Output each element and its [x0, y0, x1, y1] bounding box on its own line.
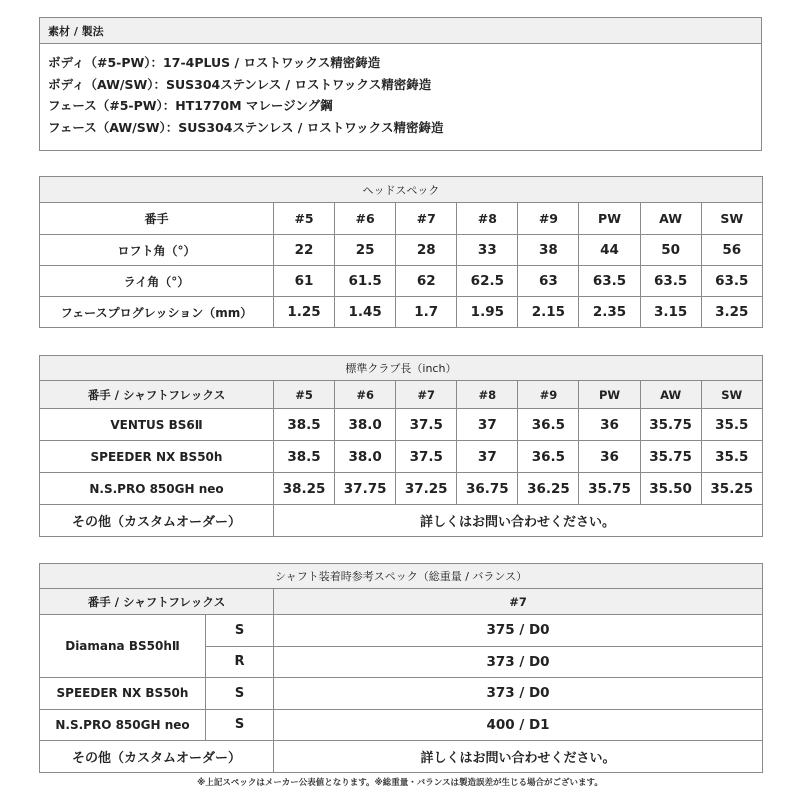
column-header: #7: [396, 381, 457, 409]
table-row: [40, 709, 763, 741]
contact-note: 詳しくはお問い合わせください。: [274, 505, 763, 537]
cell: 22: [274, 235, 335, 266]
column-header: 番手 / シャフトフレックス: [40, 381, 274, 409]
cell: 25: [335, 235, 396, 266]
flex: S: [206, 615, 274, 647]
cell: 56: [701, 235, 762, 266]
column-header: AW: [640, 381, 701, 409]
column-header: #6: [335, 203, 396, 235]
flex: S: [206, 678, 274, 710]
column-header: #9: [518, 203, 579, 235]
cell: 1.25: [274, 297, 335, 328]
cell: 62: [396, 266, 457, 297]
cell: 37.25: [396, 473, 457, 505]
cell: 63.5: [701, 266, 762, 297]
table-row: [40, 615, 763, 647]
shaft-name: N.S.PRO 850GH neo: [40, 709, 206, 741]
flex: S: [206, 709, 274, 741]
cell: 36: [579, 441, 640, 473]
row-label: SPEEDER NX BS50h: [40, 441, 274, 473]
column-header: #7: [396, 203, 457, 235]
cell: 1.7: [396, 297, 457, 328]
cell: 62.5: [457, 266, 518, 297]
materials-line: ボディ（#5-PW）：17-4PLUS / ロストワックス精密鋳造: [48, 55, 381, 70]
table-row: [40, 741, 763, 773]
materials-line: フェース（#5-PW）：HT1770M マレージング鋼: [48, 98, 333, 113]
row-label: N.S.PRO 850GH neo: [40, 473, 274, 505]
cell: 37.5: [396, 409, 457, 441]
column-header: #9: [518, 381, 579, 409]
row-label: フェースプログレッション（mm）: [40, 297, 274, 328]
table-row: [40, 297, 763, 328]
cell: 36: [579, 409, 640, 441]
column-header: 番手 / シャフトフレックス: [40, 589, 274, 615]
column-header: SW: [701, 381, 762, 409]
row-label: VENTUS BS6Ⅱ: [40, 409, 274, 441]
cell: 38.5: [274, 409, 335, 441]
cell: 63.5: [640, 266, 701, 297]
cell: 37.75: [335, 473, 396, 505]
column-header: SW: [701, 203, 762, 235]
shaft-spec-title: シャフト装着時参考スペック（総重量 / バランス）: [40, 564, 763, 589]
cell: 35.75: [640, 409, 701, 441]
cell: 3.25: [701, 297, 762, 328]
column-header: #5: [274, 203, 335, 235]
row-label: ライ角（°）: [40, 266, 274, 297]
materials-table: [39, 17, 762, 151]
materials-line: フェース（AW/SW）：SUS304ステンレス / ロストワックス精密鋳造: [48, 119, 444, 135]
footnote: ※上記スペックはメーカー公表値となります。※総重量・バランスは製造誤差が生じる場合がございます。: [197, 778, 603, 788]
table-row: [40, 409, 763, 441]
cell: 63.5: [579, 266, 640, 297]
cell: 35.75: [579, 473, 640, 505]
cell: 35.75: [640, 441, 701, 473]
materials-body: [40, 44, 762, 151]
cell: 37: [457, 409, 518, 441]
cell: 375 / D0: [274, 615, 763, 647]
cell: 1.95: [457, 297, 518, 328]
table-row: [40, 678, 763, 710]
column-header: #8: [457, 381, 518, 409]
cell: 35.5: [701, 409, 762, 441]
head-spec-table: [39, 176, 763, 328]
cell: 63: [518, 266, 579, 297]
column-header: #5: [274, 381, 335, 409]
contact-note: 詳しくはお問い合わせください。: [274, 741, 763, 773]
cell: 37.5: [396, 441, 457, 473]
table-row: [40, 235, 763, 266]
table-row: [40, 266, 763, 297]
cell: 61: [274, 266, 335, 297]
cell: 33: [457, 235, 518, 266]
column-header: PW: [579, 203, 640, 235]
row-label: ロフト角（°）: [40, 235, 274, 266]
column-header: 番手: [40, 203, 274, 235]
materials-line: ボディ（AW/SW）：SUS304ステンレス / ロストワックス精密鋳造: [48, 76, 432, 92]
row-label: その他（カスタムオーダー）: [40, 505, 274, 537]
cell: 36.25: [518, 473, 579, 505]
cell: 44: [579, 235, 640, 266]
table-row: [40, 505, 763, 537]
cell: 373 / D0: [274, 646, 763, 678]
cell: 3.15: [640, 297, 701, 328]
cell: 400 / D1: [274, 709, 763, 741]
club-length-title: 標準クラブ長（inch）: [40, 356, 763, 381]
cell: 2.15: [518, 297, 579, 328]
table-row: [40, 473, 763, 505]
head-spec-title: ヘッドスペック: [40, 177, 763, 203]
column-header: AW: [640, 203, 701, 235]
column-header: PW: [579, 381, 640, 409]
cell: 35.5: [701, 441, 762, 473]
shaft-name: SPEEDER NX BS50h: [40, 678, 206, 710]
cell: 1.45: [335, 297, 396, 328]
cell: 35.50: [640, 473, 701, 505]
cell: 38.0: [335, 409, 396, 441]
cell: 28: [396, 235, 457, 266]
cell: 50: [640, 235, 701, 266]
row-label: その他（カスタムオーダー）: [40, 741, 274, 773]
column-header: #6: [335, 381, 396, 409]
cell: 38: [518, 235, 579, 266]
table-row: [40, 441, 763, 473]
club-length-table: [39, 355, 763, 537]
cell: 61.5: [335, 266, 396, 297]
flex: R: [206, 646, 274, 678]
shaft-name: Diamana BS50hⅡ: [40, 615, 206, 678]
cell: 36.5: [518, 441, 579, 473]
cell: 38.5: [274, 441, 335, 473]
cell: 38.0: [335, 441, 396, 473]
materials-title: 素材 / 製法: [40, 18, 762, 44]
cell: 373 / D0: [274, 678, 763, 710]
cell: 36.5: [518, 409, 579, 441]
column-header: #8: [457, 203, 518, 235]
cell: 36.75: [457, 473, 518, 505]
shaft-spec-table: [39, 563, 763, 773]
column-header: #7: [274, 589, 763, 615]
cell: 2.35: [579, 297, 640, 328]
cell: 37: [457, 441, 518, 473]
cell: 35.25: [701, 473, 762, 505]
cell: 38.25: [274, 473, 335, 505]
